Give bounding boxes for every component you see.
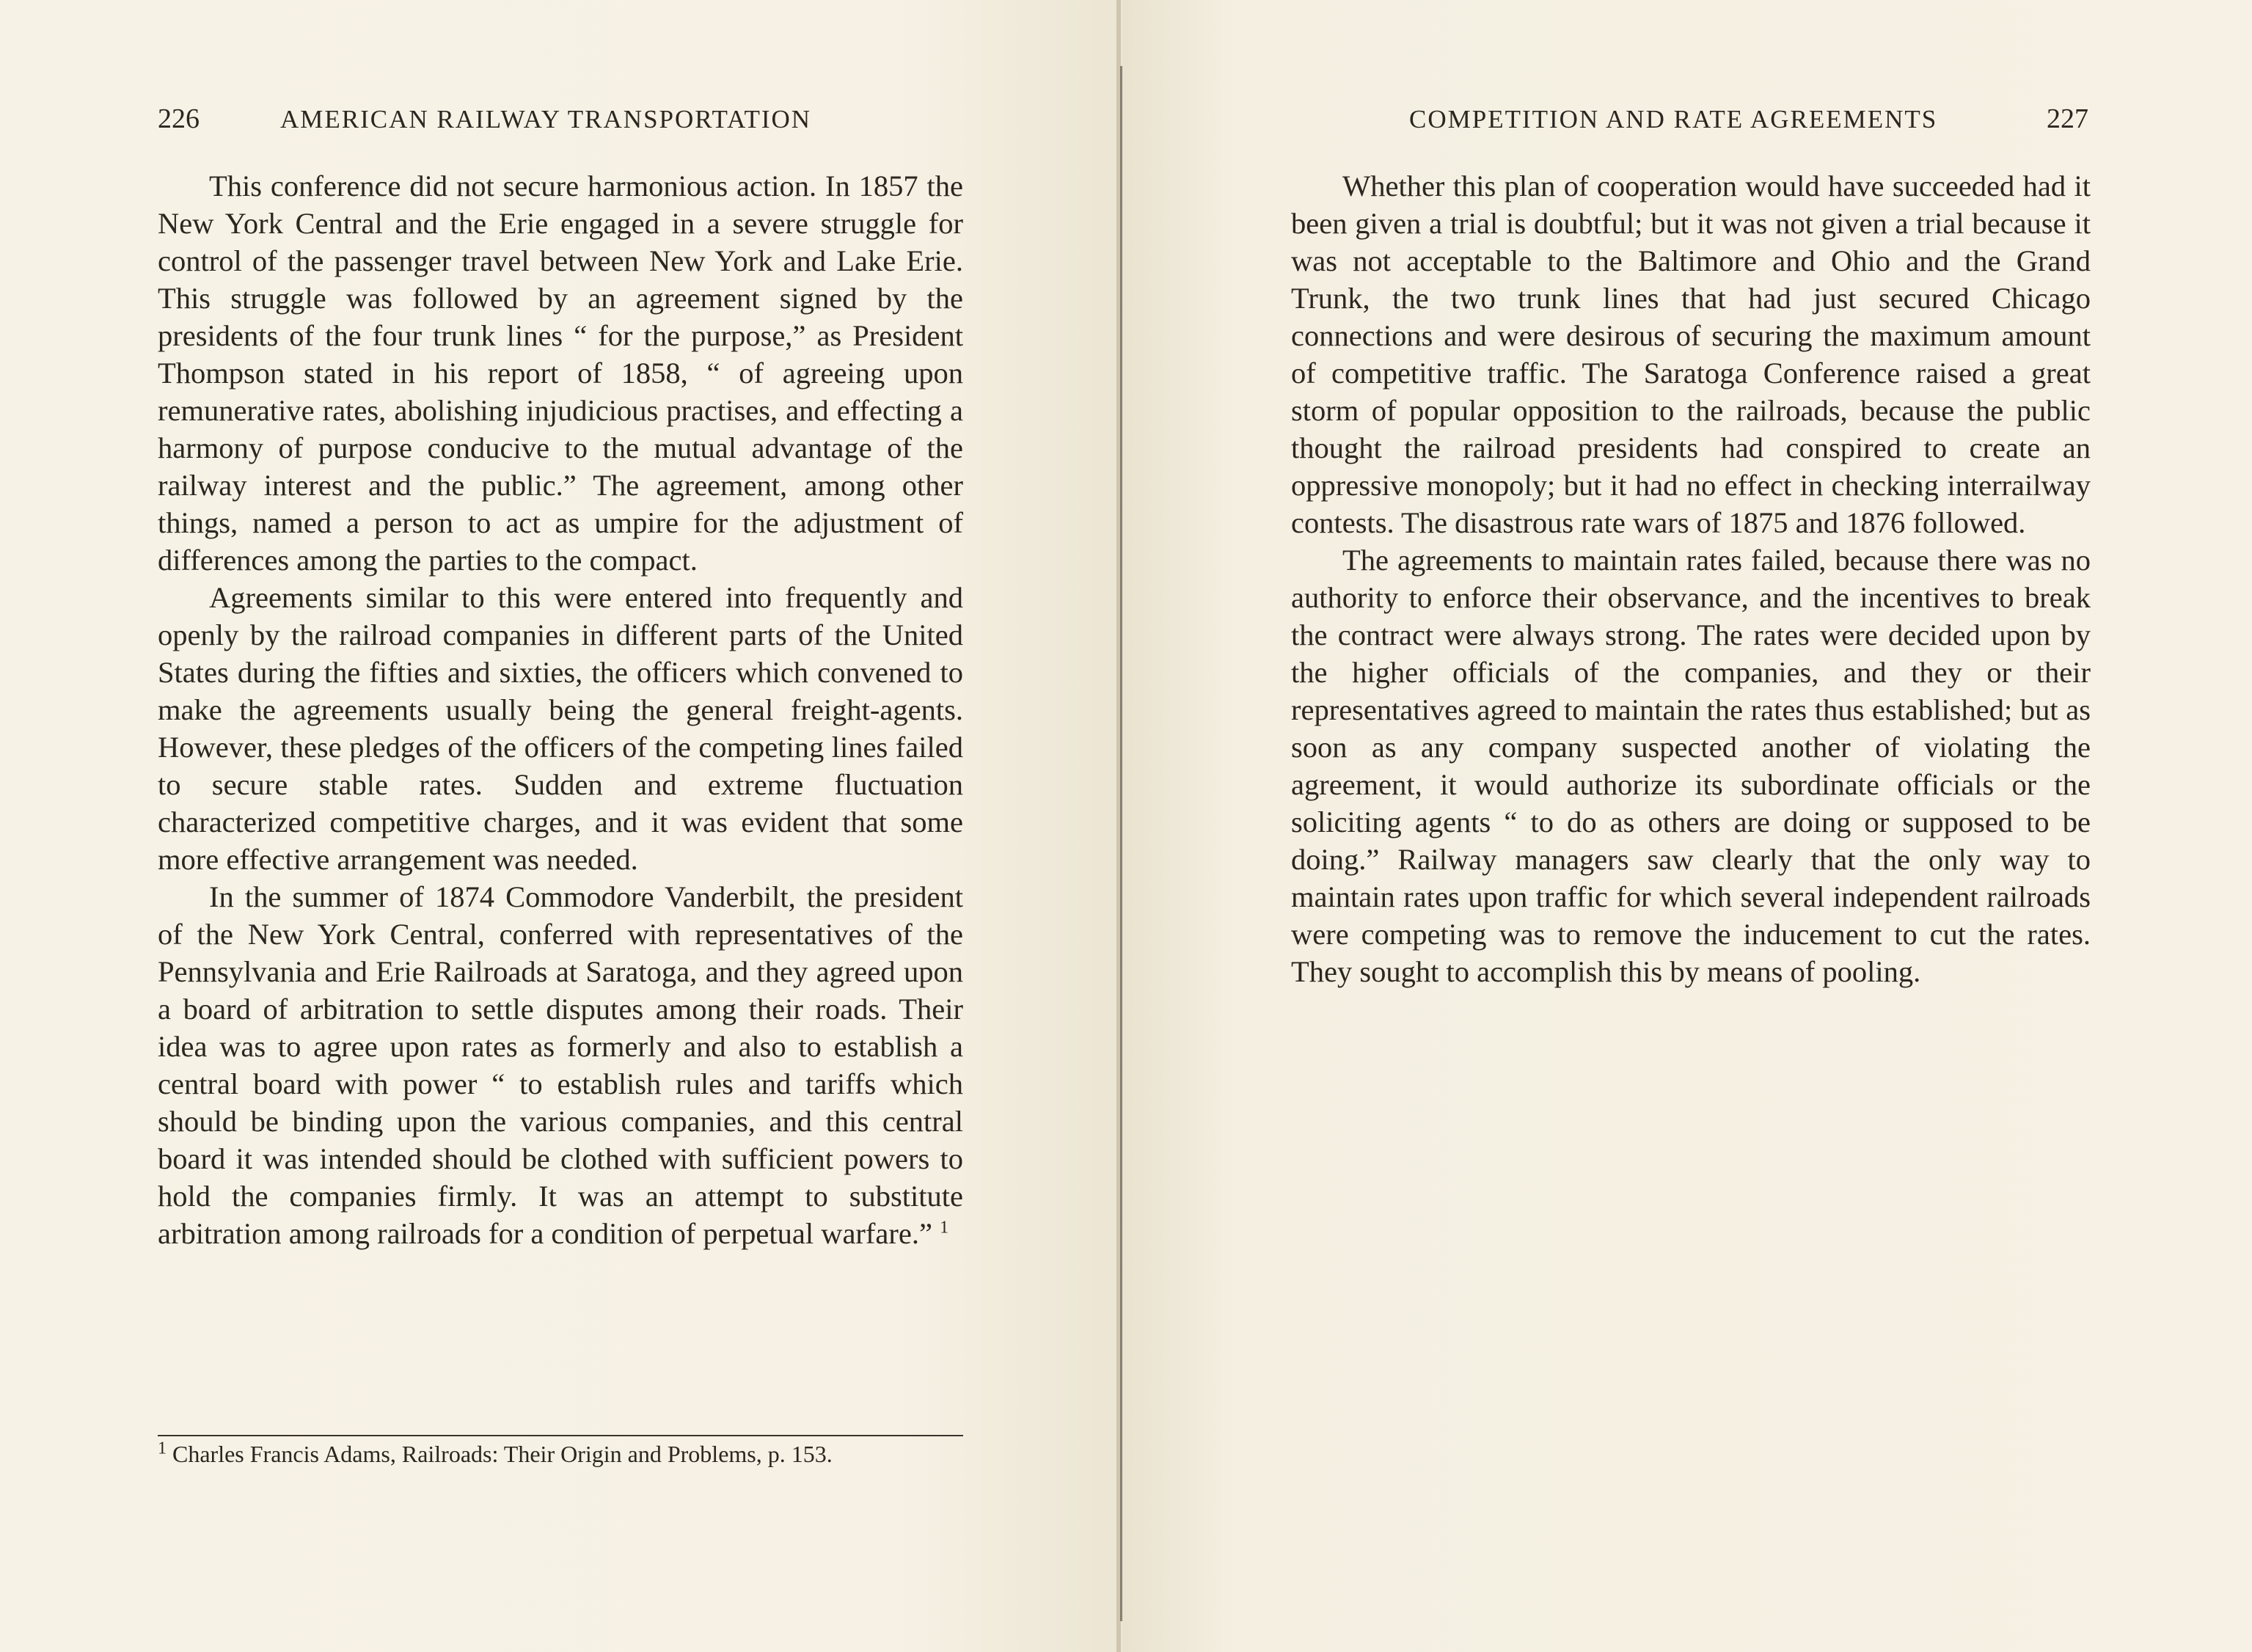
footnote-reference: 1 [940, 1218, 949, 1238]
gutter-shadow-line [1120, 66, 1122, 1621]
paragraph: This conference did not secure harmonious action. In 1857 the New York Central and the Erie engaged in a severe struggle for control of the passenger travel between New York and Lake Erie. This struggle was followed by an agreement signed by the presidents of the four trunk lines “ for the purpose,” as President Thompson stated in his report of 1858, “ of agreeing upon remunerative rates, abolishing injudicious practises, and effecting a harmony of purpose conducive to the mutual advantage of the railway interest and the public.” The agreement, among other things, named a person to act as umpire for the adjustment of differences among the parties to the compact. [158, 169, 963, 577]
paragraph: The agreements to maintain rates failed, because there was no authority to enforce their observance, and the incentives to break the contract were always strong. The rates were decided upon by the higher officials of the companies, and they or their representatives agreed to maintain the rates thus established; but as soon as any company suspected another of violating the agreement, it would authorize its subordinate officials or the soliciting agents “ to do as others are doing or supposed to be doing.” Railway managers saw clearly that the only way to maintain rates upon traffic for which several independent railroads were competing was to remove the inducement to cut the rates. They sought to accomplish this by means of pooling. [1291, 544, 2091, 988]
running-head-right: COMPETITION AND RATE AGREEMENTS [1409, 105, 1938, 134]
right-page-body [1291, 167, 2091, 990]
left-page-body [158, 167, 963, 1252]
footnote-marker: 1 [158, 1439, 167, 1458]
right-page [1122, 0, 2252, 1652]
paragraph: Agreements similar to this were entered into frequently and openly by the railroad companies in different parts of the United States during the fifties and sixties, the officers which convened to make the agreements usually being the general freight-agents. However, these pledges of the officers of the competing lines failed to secure stable rates. Sudden and extreme fluctuation characterized competitive charges, and it was evident that some more effective arrangement was needed. [158, 581, 963, 876]
paragraph-text: In the summer of 1874 Commodore Vanderbilt, the president of the New York Central, conferred with representatives of the Pennsylvania and Erie Railroads at Saratoga, and they agreed upon a board of arbitration to settle disputes among their roads. Their idea was to agree upon rates as formerly and also to establish a central board with power “ to establish rules and tariffs which should be binding upon the various companies, and this central board it was intended should be clothed with sufficient powers to hold the companies firmly. It was an attempt to substitute arbitration among railroads for a condition of perpetual warfare.” [158, 880, 963, 1250]
footnote-text: Charles Francis Adams, Railroads: Their Origin and Problems, p. 153. [172, 1441, 833, 1467]
page-number-left: 226 [158, 103, 200, 134]
footnote-rule [158, 1435, 963, 1436]
page-number-right: 227 [2047, 103, 2088, 134]
left-page [0, 0, 1122, 1652]
paragraph [158, 878, 963, 1252]
paragraph: Whether this plan of cooperation would have succeeded had it been given a trial is doubtful; but it was not given a trial because it was not acceptable to the Baltimore and Ohio and the Grand Trunk, the two trunk lines that had just secured Chicago connections and were desirous of securing the maximum amount of competitive traffic. The Saratoga Conference raised a great storm of popular opposition to the railroads, because the public thought the railroad presidents had conspired to create an oppressive monopoly; but it had no effect in checking interrailway contests. The disastrous rate wars of 1875 and 1876 followed. [1291, 169, 2091, 539]
running-head-left: AMERICAN RAILWAY TRANSPORTATION [280, 105, 812, 134]
footnote [158, 1439, 963, 1469]
